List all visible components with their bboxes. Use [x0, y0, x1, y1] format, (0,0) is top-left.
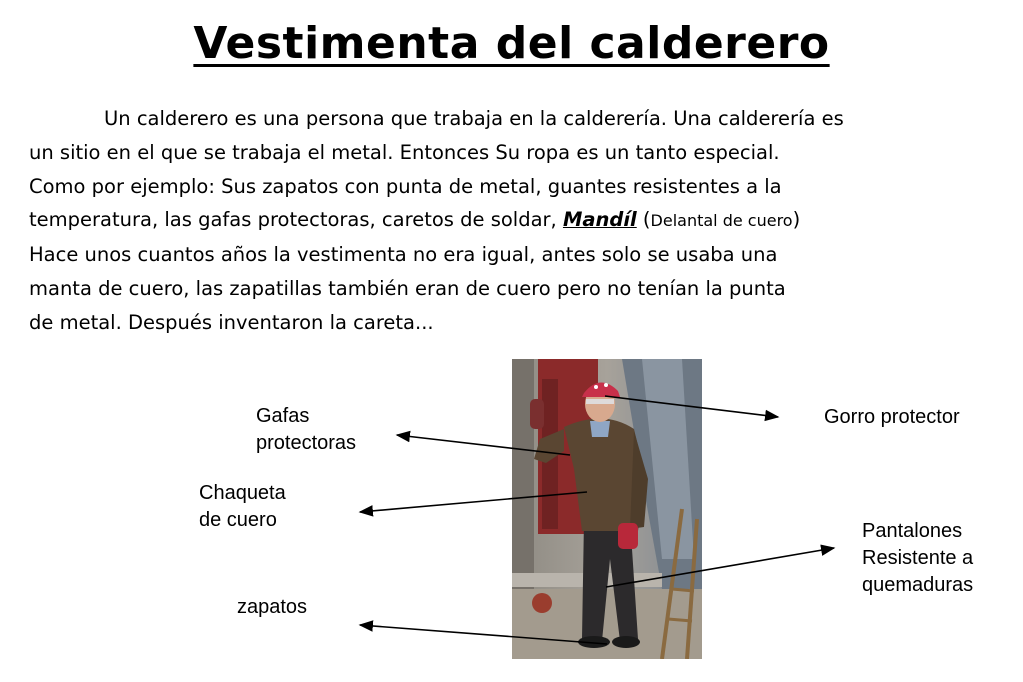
label-chaqueta	[199, 480, 286, 534]
mandil-definition: Delantal de cuero	[650, 211, 793, 231]
label-chaqueta-line-1: Chaqueta	[199, 482, 286, 504]
label-gafas-line-1: Gafas	[256, 405, 310, 427]
label-gorro	[824, 404, 960, 431]
label-gafas-line-2: protectoras	[256, 432, 357, 454]
description-paragraph	[29, 102, 1009, 340]
label-pantalones-line-2: Resistente a	[862, 547, 974, 569]
paren-open: (	[636, 208, 651, 232]
paragraph-line-1: Un calderero es una persona que trabaja en la calderería. Una calderería es	[104, 107, 844, 130]
paren-close: )	[792, 208, 801, 232]
paragraph-line-4-prefix: temperatura, las gafas protectoras, caretos de soldar,	[29, 208, 563, 232]
paragraph-line-5: Hace unos cuantos años la vestimenta no era igual, antes solo se usaba una	[29, 243, 778, 267]
paragraph-line-4	[29, 203, 1009, 238]
paragraph-line-3: Como por ejemplo: Sus zapatos con punta de metal, guantes resistentes a la	[29, 174, 782, 198]
paragraph-line-2: un sitio en el que se trabaja el metal. Entonces Su ropa es un tanto especial.	[29, 140, 780, 164]
worker-photo-illustration	[512, 359, 702, 659]
mandil-term: Mandíl	[562, 208, 637, 232]
paragraph-line-6: manta de cuero, las zapatillas también eran de cuero pero no tenían la punta	[29, 276, 786, 300]
label-gafas	[256, 403, 356, 457]
label-zapatos-line-1: zapatos	[237, 596, 308, 618]
label-gorro-line-1: Gorro protector	[824, 406, 960, 428]
page-title	[0, 18, 1023, 69]
worker-photo	[512, 359, 702, 659]
label-chaqueta-line-2: de cuero	[199, 509, 277, 531]
label-pantalones-line-3: quemaduras	[862, 574, 974, 596]
label-pantalones	[862, 518, 973, 599]
label-zapatos	[237, 594, 307, 621]
label-pantalones-line-1: Pantalones	[862, 520, 963, 542]
paragraph-line-7: de metal. Después inventaron la careta...	[29, 310, 434, 334]
page-title-text: Vestimenta del calderero	[193, 18, 830, 69]
